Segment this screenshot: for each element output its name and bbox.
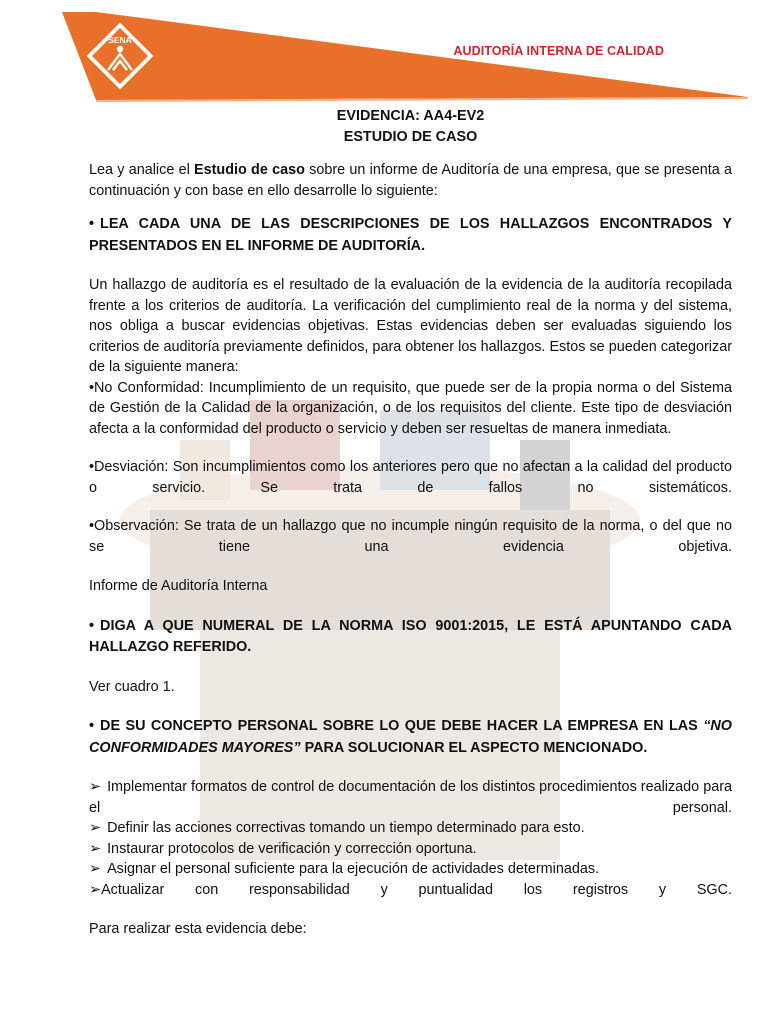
document-body xyxy=(89,106,732,940)
action-item: ➢Actualizar con responsabilidad y puntualidad los registros y SGC. xyxy=(89,881,732,898)
case-study-title: ESTUDIO DE CASO xyxy=(343,129,478,145)
heading-major-nonconformities: • DE SU CONCEPTO PERSONAL SOBRE LO QUE DEBE HACER LA EMPRESA EN LAS “NO CONFORMIDADES MAYORES” PARA SOLUCIONAR EL ASPECTO MENCIONADO. xyxy=(89,718,732,756)
intro-paragraph: Lea y analice el Estudio de caso sobre un informe de Auditoría de una empresa, que se presenta a continuación y con base en ello desarrolle lo siguiente: xyxy=(89,162,732,199)
heading-iso-numeral: • DIGA A QUE NUMERAL DE LA NORMA ISO 9001:2015, LE ESTÁ APUNTANDO CADA HALLAZGO REFERIDO. xyxy=(89,617,732,655)
action-item: ➢ Instaurar protocolos de verificación y corrección oportuna. xyxy=(89,840,477,857)
see-table-note: Ver cuadro 1. xyxy=(89,678,175,695)
finding-definition-paragraph: Un hallazgo de auditoría es el resultado de la evaluación de la evidencia de la auditoría recopilada frente a los criterios de auditoría. La verificación del cumplimiento real de la norma y del sistema, nos obliga a buscar evidencias objetivas. Estas evidencias deben ser evaluadas siguiendo los criterios de auditoría previamente definidos, para obtener los hallazgos. Estos se pueden categorizar de la siguiente manera: xyxy=(89,277,732,375)
heading-read-findings: • LEA CADA UNA DE LAS DESCRIPCIONES DE LOS HALLAZGOS ENCONTRADOS Y PRESENTADOS EN EL INFORME DE AUDITORÍA. xyxy=(89,216,732,254)
action-item: ➢ Asignar el personal suficiente para la ejecución de actividades determinadas. xyxy=(89,861,600,877)
final-instruction: Para realizar esta evidencia debe: xyxy=(89,921,307,937)
header-title: AUDITORÍA INTERNA DE CALIDAD xyxy=(453,44,664,58)
action-item: ➢ Implementar formatos de control de documentación de los distintos procedimientos realizado para el personal. xyxy=(89,779,732,816)
deviation-paragraph: •Desviación: Son incumplimientos como los anteriores pero que no afectan a la calidad del producto o servicio. Se trata de fallos no sistemáticos. xyxy=(89,459,732,496)
no-conformity-paragraph: •No Conformidad: Incumplimiento de un requisito, que puede ser de la propia norma o del Sistema de Gestión de la Calidad de la organización, o de los requisitos del cliente. Este tipo de desviación afecta a la conformidad del producto o servicio y deben ser resueltas de manera inmediata. xyxy=(89,379,732,437)
audit-report-label: Informe de Auditoría Interna xyxy=(89,578,268,594)
observation-paragraph: •Observación: Se trata de un hallazgo que no incumple ningún requisito de la norma, o del que no se tiene una evidencia objetiva. xyxy=(89,518,732,555)
action-item: ➢ Definir las acciones correctivas tomando un tiempo determinado para esto. xyxy=(89,820,585,836)
svg-text:SENA: SENA xyxy=(108,35,132,45)
evidence-title: EVIDENCIA: AA4-EV2 xyxy=(336,108,485,124)
